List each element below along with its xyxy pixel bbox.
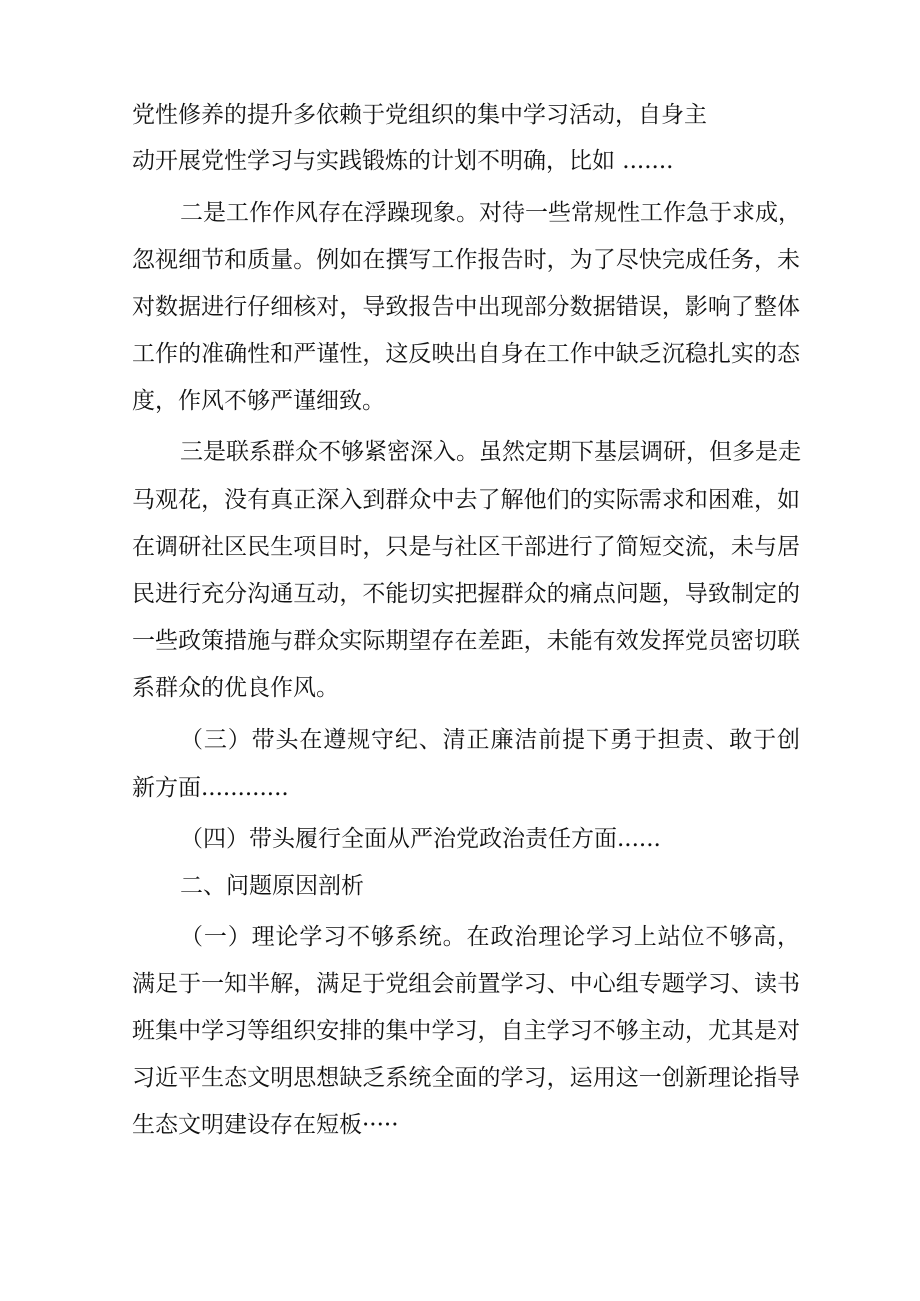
text-line: 马观花，没有真正深入到群众中去了解他们的实际需求和困难，如 [132,487,800,513]
text-line: 班集中学习等组织安排的集中学习，自主学习不够主动，尤其是对 [132,1018,800,1044]
paragraph-line: 三是联系群众不够紧密深入。虽然定期下基层调研，但多是走 [180,439,801,465]
text-line: 度，作风不够严谨细致。 [132,388,385,414]
chapter-heading: 二、问题原因剖析 [180,873,364,899]
text-line: 忽视细节和质量。例如在撰写工作报告时，为了尽快完成任务，未 [132,247,800,273]
paragraph-line: 二是工作作风存在浮躁现象。对待一些常规性工作急于求成， [180,200,801,226]
text-line: 工作的准确性和严谨性，这反映出自身在工作中缺乏沉稳扎实的态 [132,341,800,367]
text-line: 生态文明建设存在短板····· [132,1112,399,1138]
text-line: 对数据进行仔细核对，导致报告中出现部分数据错误，影响了整体 [132,294,800,320]
text-line: 习近平生态文明思想缺乏系统全面的学习，运用这一创新理论指导 [132,1065,800,1091]
text-line: 系群众的优良作风。 [132,675,339,701]
section-heading-line: （三）带头在遵规守纪、清正廉洁前提下勇于担责、敢于创 [180,727,800,753]
text-line: 一些政策措施与群众实际期望存在差距，未能有效发挥党员密切联 [132,628,800,654]
text-line: 在调研社区民生项目时，只是与社区干部进行了简短交流，未与居 [132,534,800,560]
paragraph-line: （一）理论学习不够系统。在政治理论学习上站位不够高， [180,924,800,950]
text-line: 党性修养的提升多依赖于党组织的集中学习活动，自身主 [132,102,707,128]
text-line: 动开展党性学习与实践锻炼的计划不明确，比如 ....... [132,148,674,174]
text-line: 民进行充分沟通互动，不能切实把握群众的痛点问题，导致制定的 [132,581,800,607]
section-heading: （四）带头履行全面从严治党政治责任方面...... [180,826,661,852]
text-line: 新方面............ [132,775,289,801]
text-line: 满足于一知半解，满足于党组会前置学习、中心组专题学习、读书 [132,971,800,997]
